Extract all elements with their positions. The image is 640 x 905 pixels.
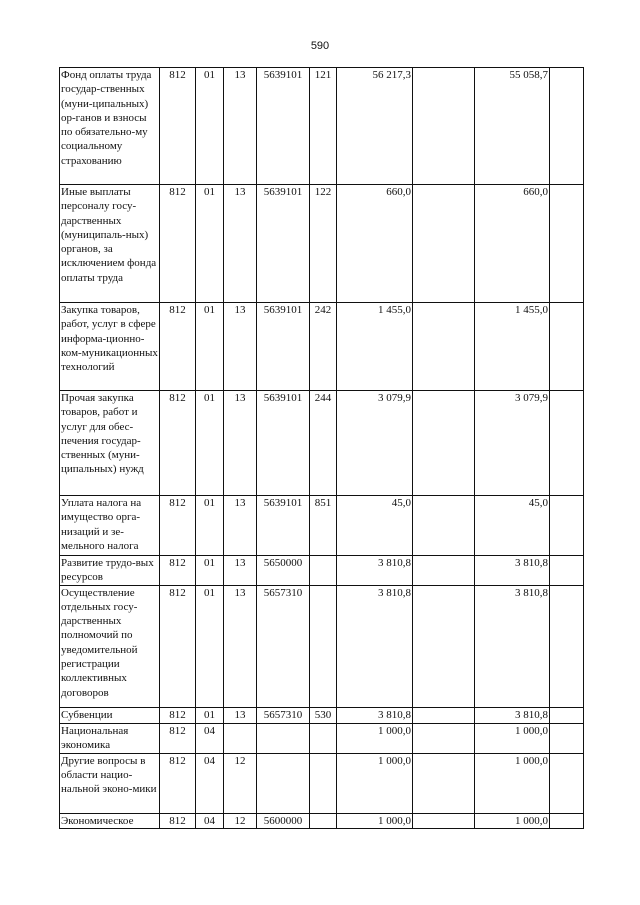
amount-cell: 1 000,0 xyxy=(337,723,413,753)
extra-cell xyxy=(550,723,584,753)
amount-cell: 1 455,0 xyxy=(337,303,413,391)
amount-cell: 45,0 xyxy=(337,496,413,556)
section-code: 01 xyxy=(196,707,224,723)
admin-code: 812 xyxy=(160,585,196,707)
admin-code: 812 xyxy=(160,753,196,813)
amount-cell: 660,0 xyxy=(337,185,413,303)
expense-code: 242 xyxy=(310,303,337,391)
target-code: 5639101 xyxy=(257,496,310,556)
change-cell xyxy=(413,753,475,813)
change-cell xyxy=(413,391,475,496)
change-cell xyxy=(413,585,475,707)
amount-cell: 1 000,0 xyxy=(337,813,413,828)
row-name: Фонд оплаты труда государ-ственных (муни-ципальных) ор-ганов и взносы по обязательно-му социальному страхованию xyxy=(60,68,160,185)
expense-code: 530 xyxy=(310,707,337,723)
target-code: 5639101 xyxy=(257,68,310,185)
change-cell xyxy=(413,813,475,828)
row-name: Другие вопросы в области нацио-нальной эконо-мики xyxy=(60,753,160,813)
expense-code: 851 xyxy=(310,496,337,556)
amount-cell: 1 000,0 xyxy=(337,753,413,813)
extra-cell xyxy=(550,707,584,723)
table-row xyxy=(60,303,584,391)
row-name: Иные выплаты персоналу госу-дарственных (муниципаль-ных) органов, за исключением фонда оплаты труда xyxy=(60,185,160,303)
total-cell: 1 000,0 xyxy=(475,723,550,753)
target-code: 5657310 xyxy=(257,585,310,707)
subsection-code: 13 xyxy=(224,303,257,391)
section-code: 01 xyxy=(196,68,224,185)
extra-cell xyxy=(550,556,584,586)
extra-cell xyxy=(550,585,584,707)
subsection-code: 13 xyxy=(224,496,257,556)
row-name: Экономическое xyxy=(60,813,160,828)
total-cell: 1 000,0 xyxy=(475,753,550,813)
table-row xyxy=(60,813,584,828)
admin-code: 812 xyxy=(160,556,196,586)
admin-code: 812 xyxy=(160,68,196,185)
table-row xyxy=(60,723,584,753)
change-cell xyxy=(413,707,475,723)
extra-cell xyxy=(550,185,584,303)
expense-code xyxy=(310,813,337,828)
extra-cell xyxy=(550,68,584,185)
amount-cell: 3 810,8 xyxy=(337,585,413,707)
row-name: Субвенции xyxy=(60,707,160,723)
subsection-code: 13 xyxy=(224,556,257,586)
expense-code xyxy=(310,556,337,586)
row-name: Уплата налога на имущество орга-низаций и зе-мельного налога xyxy=(60,496,160,556)
expense-code xyxy=(310,753,337,813)
amount-cell: 3 810,8 xyxy=(337,707,413,723)
table-row xyxy=(60,185,584,303)
target-code: 5639101 xyxy=(257,391,310,496)
amount-cell: 56 217,3 xyxy=(337,68,413,185)
section-code: 01 xyxy=(196,391,224,496)
section-code: 04 xyxy=(196,813,224,828)
total-cell: 660,0 xyxy=(475,185,550,303)
expense-code: 121 xyxy=(310,68,337,185)
section-code: 01 xyxy=(196,496,224,556)
admin-code: 812 xyxy=(160,185,196,303)
target-code: 5639101 xyxy=(257,303,310,391)
target-code: 5600000 xyxy=(257,813,310,828)
budget-table xyxy=(59,67,584,829)
expense-code xyxy=(310,585,337,707)
change-cell xyxy=(413,185,475,303)
row-name: Национальная экономика xyxy=(60,723,160,753)
change-cell xyxy=(413,68,475,185)
subsection-code: 13 xyxy=(224,707,257,723)
section-code: 01 xyxy=(196,185,224,303)
admin-code: 812 xyxy=(160,707,196,723)
subsection-code xyxy=(224,723,257,753)
target-code xyxy=(257,753,310,813)
total-cell: 3 810,8 xyxy=(475,585,550,707)
section-code: 04 xyxy=(196,753,224,813)
total-cell: 55 058,7 xyxy=(475,68,550,185)
section-code: 01 xyxy=(196,585,224,707)
change-cell xyxy=(413,556,475,586)
subsection-code: 12 xyxy=(224,753,257,813)
total-cell: 45,0 xyxy=(475,496,550,556)
target-code: 5650000 xyxy=(257,556,310,586)
row-name: Закупка товаров, работ, услуг в сфере информа-ционно-ком-муникационных технологий xyxy=(60,303,160,391)
extra-cell xyxy=(550,303,584,391)
total-cell: 1 000,0 xyxy=(475,813,550,828)
total-cell: 3 810,8 xyxy=(475,556,550,586)
table-row xyxy=(60,707,584,723)
extra-cell xyxy=(550,496,584,556)
subsection-code: 13 xyxy=(224,68,257,185)
change-cell xyxy=(413,303,475,391)
target-code: 5639101 xyxy=(257,185,310,303)
table-row xyxy=(60,496,584,556)
row-name: Осуществление отдельных госу-дарственных полномочий по уведомительной регистрации коллективных договоров xyxy=(60,585,160,707)
expense-code xyxy=(310,723,337,753)
expense-code: 244 xyxy=(310,391,337,496)
extra-cell xyxy=(550,753,584,813)
target-code: 5657310 xyxy=(257,707,310,723)
row-name: Прочая закупка товаров, работ и услуг для обес-печения государ-ственных (муни-ципальных) нужд xyxy=(60,391,160,496)
table-row xyxy=(60,556,584,586)
table-row xyxy=(60,391,584,496)
target-code xyxy=(257,723,310,753)
extra-cell xyxy=(550,391,584,496)
admin-code: 812 xyxy=(160,813,196,828)
amount-cell: 3 079,9 xyxy=(337,391,413,496)
section-code: 04 xyxy=(196,723,224,753)
expense-code: 122 xyxy=(310,185,337,303)
total-cell: 1 455,0 xyxy=(475,303,550,391)
total-cell: 3 079,9 xyxy=(475,391,550,496)
admin-code: 812 xyxy=(160,303,196,391)
section-code: 01 xyxy=(196,303,224,391)
page-number: 590 xyxy=(310,40,330,52)
subsection-code: 13 xyxy=(224,391,257,496)
change-cell xyxy=(413,723,475,753)
change-cell xyxy=(413,496,475,556)
extra-cell xyxy=(550,813,584,828)
row-name: Развитие трудо-вых ресурсов xyxy=(60,556,160,586)
total-cell: 3 810,8 xyxy=(475,707,550,723)
subsection-code: 13 xyxy=(224,585,257,707)
table-row xyxy=(60,68,584,185)
admin-code: 812 xyxy=(160,391,196,496)
admin-code: 812 xyxy=(160,723,196,753)
subsection-code: 12 xyxy=(224,813,257,828)
subsection-code: 13 xyxy=(224,185,257,303)
table-row xyxy=(60,753,584,813)
table-row xyxy=(60,585,584,707)
admin-code: 812 xyxy=(160,496,196,556)
amount-cell: 3 810,8 xyxy=(337,556,413,586)
section-code: 01 xyxy=(196,556,224,586)
